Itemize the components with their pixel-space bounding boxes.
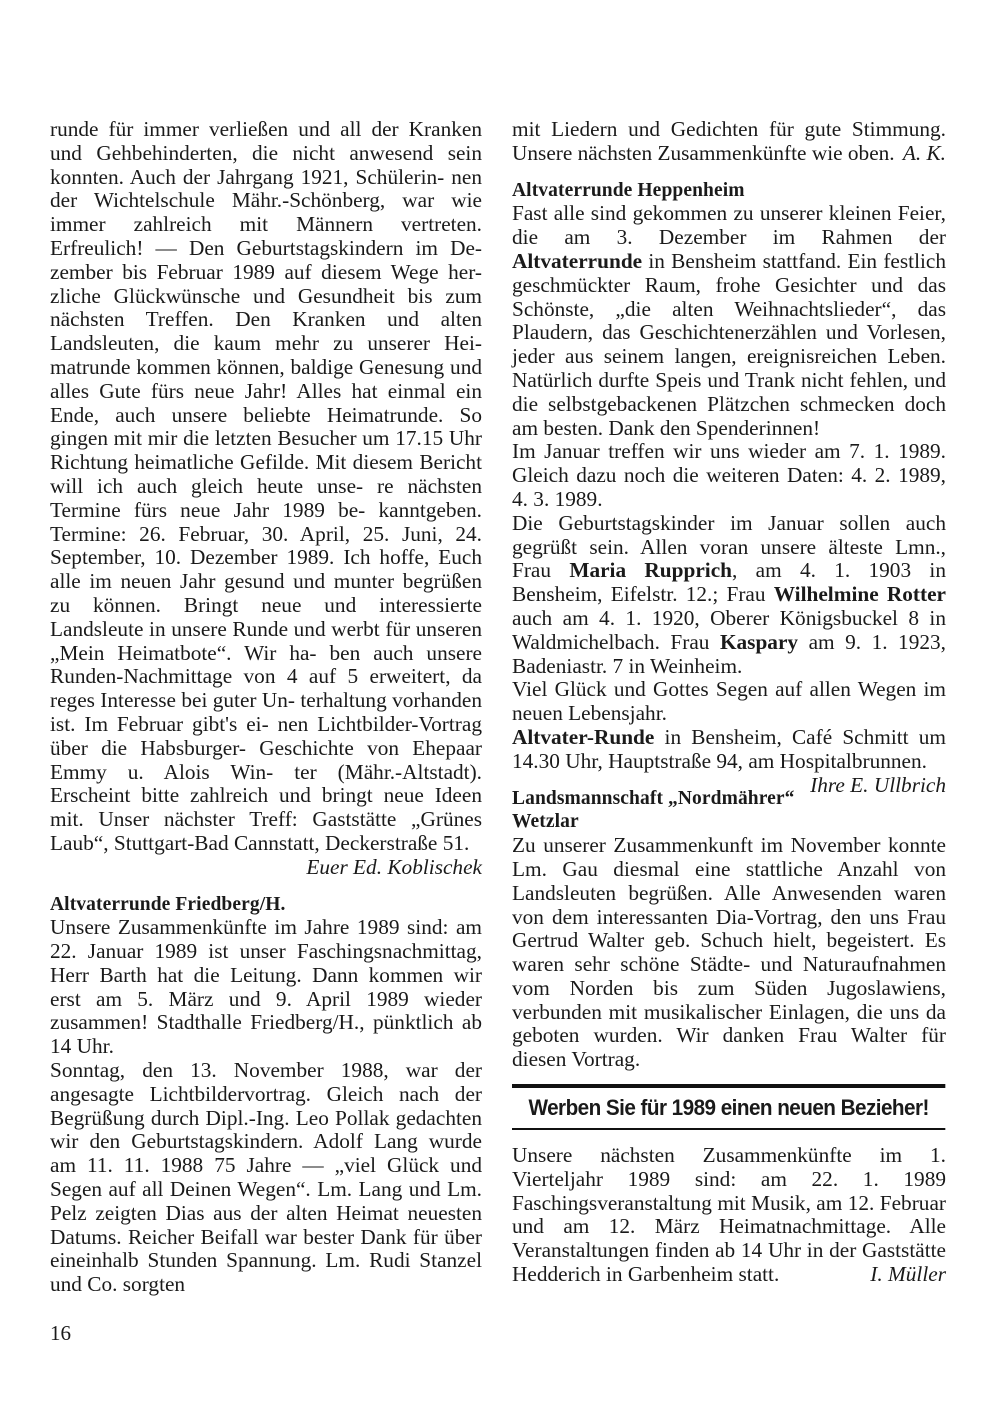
section-heading: Altvaterrunde Friedberg/H. [50, 893, 286, 915]
signature: Euer Ed. Koblischek [306, 854, 482, 879]
article-paragraph: Im Januar treffen wir uns wieder am 7. 1. 1989. Gleich dazu noch die weiteren Daten: 4. 2. 1989, 4. 3. 1989. [512, 439, 946, 511]
right-column [512, 118, 946, 1287]
article-paragraph: Sonntag, den 13. November 1988, war der angesagte Lichtbildervortrag. Gleich nach der Begrüßung durch Dipl.-Ing. Leo Pollak gedachten wir den Geburtstagskindern. Adolf Lang wurde am 11. 11. 1988 75 Jahre — „viel Glück und Segen auf all Deinen Wegen“. Lm. Lang und Lm. Pelz zeigten Dias aus der alten Heimat neuesten Datums. Reicher Beifall war bester Dank für über eineinhalb Stunden Spannung. Lm. Rudi Stanzel und Co. sorgten [50, 1058, 482, 1297]
bold-name: Altvaterrunde [512, 248, 643, 273]
bold-name: Kaspary [719, 629, 799, 654]
article-paragraph: Die Geburtstagskinder im Januar sollen auch gegrüßt sein. Allen voran unsere älteste Lmn., Frau Maria Rupprich, am 4. 1. 1903 in Bensheim, Eifelstr. 12.; Frau Wilhelmine Rotter auch am 4. 1. 1920, Oberer Königsbuckel 8 in Waldmichelbach. Frau Kaspary am 9. 1. 1923, Badeniastr. 7 in Weinheim. [512, 510, 946, 678]
article-paragraph: Unsere nächsten Zusammenkünfte im 1. Vierteljahr 1989 sind: am 22. 1. 1989 Faschingsveranstaltung mit Musik, am 12. Februar und am 12. März Heimatnachmittage. Alle Veranstaltungen finden ab 14 Uhr in der Gaststätte Hedderich in Garbenheim statt. I. Müller [512, 1143, 946, 1287]
bold-name: Maria Rupprich [569, 558, 732, 583]
signature: A. K. [902, 140, 946, 165]
section-heading: Landsmannschaft „Nordmährer“ Wetzlar [512, 787, 795, 833]
page-number: 16 [50, 1321, 71, 1345]
article-paragraph: Unsere Zusammenkünfte im Jahre 1989 sind: am 22. Januar 1989 ist unser Faschingsnachmittag, Herr Barth hat die Leitung. Dann kommen wir erst am 5. März und 9. April 1989 wieder zusammen! Stadthalle Friedberg/H., pünktlich ab 14 Uhr. [50, 915, 482, 1059]
section-heading: Altvaterrunde Heppenheim [512, 179, 745, 201]
article-paragraph: runde für immer verließen und all der Kranken und Gehbehinderten, die nicht anwesend sein konnten. Auch der Jahrgang 1921, Schülerin- nen der Wichtelschule Mähr.-Schönberg, war wie immer zahlreich mit Männern vertreten. Erfreulich! — Den Geburtstagskindern im De- zember bis Februar 1989 auf diesem Wege her- zliche Glückwünsche und Gesundheit bis zum nächsten Treffen. Den Kranken und alten Landsleuten, die kaum mehr zu unserer Hei- matrunde kommen können, baldige Genesung und alles Gute fürs neue Jahr! Alles hat einmal ein Ende, auch unsere beliebte Heimatrunde. So gingen mit mir die letzten Besucher um 17.15 Uhr Richtung heimatliche Gefilde. Mit diesem Bericht will ich auch gleich heute unse- re nächsten Termine fürs neue Jahr 1989 be- kanntgeben. Termine: 26. Februar, 30. April, 25. Juni, 24. September, 10. Dezember 1989. Ich hoffe, Euch alle im neuen Jahr gesund und munter begrüßen zu können. Bringt neue und interessierte Landsleute in unsere Runde und werbt für unseren „Mein Heimatbote“. Wir ha- ben auch unsere Runden-Nachmittage von 4 auf 5 erweitert, da reges Interesse bei guter Un- terhaltung vorhanden ist. Im Februar gibt's ei- nen Lichtbilder-Vortrag über die Habsburger- Geschichte von Ehepaar Emmy u. Alois Win- ter (Mähr.-Altstadt). Erscheint bitte zahlreich und bringt neue Ideen mit. Unser nächster Treff: Gaststätte „Grünes Laub“, Stuttgart-Bad Cannstatt, Deckerstraße 51. Euer Ed. Koblischek [50, 117, 483, 879]
left-column [50, 118, 482, 1297]
article-paragraph: Fast alle sind gekommen zu unserer kleinen Feier, die am 3. Dezember im Rahmen der Altvaterrunde in Bensheim stattfand. Ein festlich geschmückter Raum, frohe Gesichter und das Schönste, „die alten Weihnachtslieder“, das Plaudern, das Geschichtenerzählen und Vorlesen, jeder aus seinem langen, ereignisreichen Leben. Natürlich durfte Speis und Trank nicht fehlen, und die selbstgebackenen Plätzchen schmecken doch am besten. Dank den Spenderinnen! [512, 201, 946, 440]
article-paragraph: mit Liedern und Gedichten für gute Stimmung. Unsere nächsten Zusammenkünfte wie oben. A. K. [512, 117, 946, 165]
article-paragraph: Zu unserer Zusammenkunft im November konnte Lm. Gau diesmal eine stattliche Anzahl von Landsleuten begrüßen. Alle Anwesenden waren von dem interessanten Dia-Vortrag, den uns Frau Gertrud Walter geb. Schuch hielt, begeistert. Es waren sehr schöne Städte- und Naturaufnahmen vom Norden bis zum Süden Jugoslawiens, verbunden mit musikalischer Einlagen, die uns da geboten wurden. Wir danken Frau Walter für diesen Vortrag. [512, 833, 946, 1072]
signature: Ihre E. Ullbrich [810, 772, 946, 797]
article-paragraph: Viel Glück und Gottes Segen auf allen Wegen im neuen Lebensjahr. [512, 677, 946, 726]
signature: I. Müller [870, 1262, 946, 1287]
bold-name: Altvater-Runde [512, 724, 655, 749]
bold-name: Wilhelmine Rotter [773, 582, 946, 607]
subscription-banner: Werben Sie für 1989 einen neuen Bezieher! [512, 1084, 945, 1130]
article-paragraph: Altvater-Runde in Bensheim, Café Schmitt um 14.30 Uhr, Hauptstraße 94, am Hospitalbrunnen. Ihre E. Ullbrich [512, 724, 946, 797]
